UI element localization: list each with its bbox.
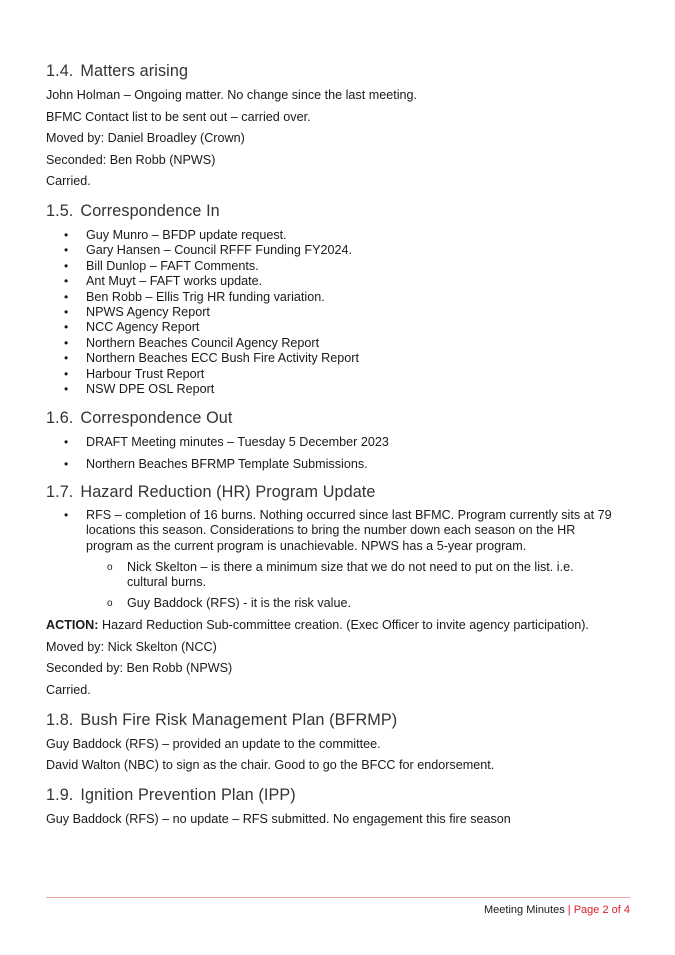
list-item-line: cultural burns. (127, 575, 207, 590)
document-page (46, 62, 636, 828)
paragraph: Carried. (46, 682, 91, 697)
paragraph: Carried. (46, 174, 91, 188)
section-title: Hazard Reduction (HR) Program Update (80, 482, 376, 501)
section-number: 1.4. (46, 62, 74, 80)
page-footer (484, 904, 630, 916)
list-item: • Ant Muyt – FAFT works update. (46, 274, 636, 289)
paragraph: BFMC Contact list to be sent out – carried over. (46, 109, 311, 124)
sub-list-item (46, 560, 636, 590)
section-title: Ignition Prevention Plan (IPP) (80, 786, 296, 805)
section-heading-1-9 (46, 786, 636, 805)
paragraph: Guy Baddock (RFS) – no update – RFS submitted. No engagement this fire season (46, 812, 511, 827)
section-heading-1-8 (46, 711, 636, 730)
section-title: Correspondence In (80, 202, 220, 220)
paragraph: Seconded by: Ben Robb (NPWS) (46, 661, 233, 676)
list-item: • Northern Beaches Council Agency Report (46, 336, 636, 351)
list-item: • Gary Hansen – Council RFFF Funding FY2024. (46, 243, 636, 258)
footer-separator: | (567, 904, 571, 916)
section-heading-1-6 (46, 409, 636, 428)
action-paragraph (46, 617, 636, 634)
sub-list-item: o Guy Baddock (RFS) - it is the risk value. (46, 596, 636, 611)
list-item: • DRAFT Meeting minutes – Tuesday 5 December 2023 (46, 434, 636, 451)
section-number: 1.6. (46, 409, 74, 428)
footer-rule (46, 897, 630, 898)
list-item: • Guy Munro – BFDP update request. (46, 228, 636, 243)
correspondence-out-list (46, 434, 636, 473)
list-item: • Harbour Trust Report (46, 367, 636, 382)
footer-page-number: Page 2 of 4 (573, 904, 630, 916)
list-item: • Bill Dunlop – FAFT Comments. (46, 259, 636, 274)
list-item-line: locations this season. Considerations to bring the number down each season on the HR (86, 523, 576, 538)
list-item-line: program as the current program is unachievable. NPWS has a 5-year program. (86, 538, 527, 553)
correspondence-in-list (46, 228, 636, 397)
section-heading-1-7 (46, 483, 636, 502)
list-item: • Northern Beaches BFRMP Template Submissions. (46, 456, 636, 473)
paragraph: Seconded: Ben Robb (NPWS) (46, 152, 216, 167)
paragraph: Moved by: Daniel Broadley (Crown) (46, 131, 245, 145)
list-item: • NCC Agency Report (46, 320, 636, 335)
list-item-line: • RFS – completion of 16 burns. Nothing occurred since last BFMC. Program currently sits at 79 (86, 507, 612, 522)
section-number: 1.9. (46, 786, 74, 805)
list-item: • NPWS Agency Report (46, 305, 636, 320)
paragraph: Guy Baddock (RFS) – provided an update to the committee. (46, 736, 381, 751)
paragraph: John Holman – Ongoing matter. No change since the last meeting. (46, 88, 418, 102)
paragraph: Moved by: Nick Skelton (NCC) (46, 639, 217, 654)
section-title: Matters arising (80, 62, 189, 80)
action-text: Hazard Reduction Sub-committee creation. (Exec Officer to invite agency participation). (98, 618, 589, 633)
list-item: • Ben Robb – Ellis Trig HR funding variation. (46, 290, 636, 305)
section-number: 1.8. (46, 710, 74, 729)
section-number: 1.7. (46, 482, 74, 501)
section-heading-1-4 (46, 62, 636, 81)
section-title: Bush Fire Risk Management Plan (BFRMP) (80, 710, 398, 729)
list-item: • Northern Beaches ECC Bush Fire Activity Report (46, 351, 636, 366)
list-item (46, 508, 636, 611)
action-label: ACTION: (46, 618, 99, 633)
hr-sub-list (86, 560, 636, 611)
list-item: • NSW DPE OSL Report (46, 382, 636, 397)
section-heading-1-5 (46, 202, 636, 221)
list-item-line: o Nick Skelton – is there a minimum size that we do not need to put on the list. i.e. (127, 560, 574, 575)
hr-program-list (46, 508, 636, 611)
paragraph: David Walton (NBC) to sign as the chair. Good to go the BFCC for endorsement. (46, 758, 495, 773)
section-title: Correspondence Out (80, 409, 233, 428)
section-number: 1.5. (46, 202, 74, 220)
footer-doc-title: Meeting Minutes (484, 904, 565, 916)
